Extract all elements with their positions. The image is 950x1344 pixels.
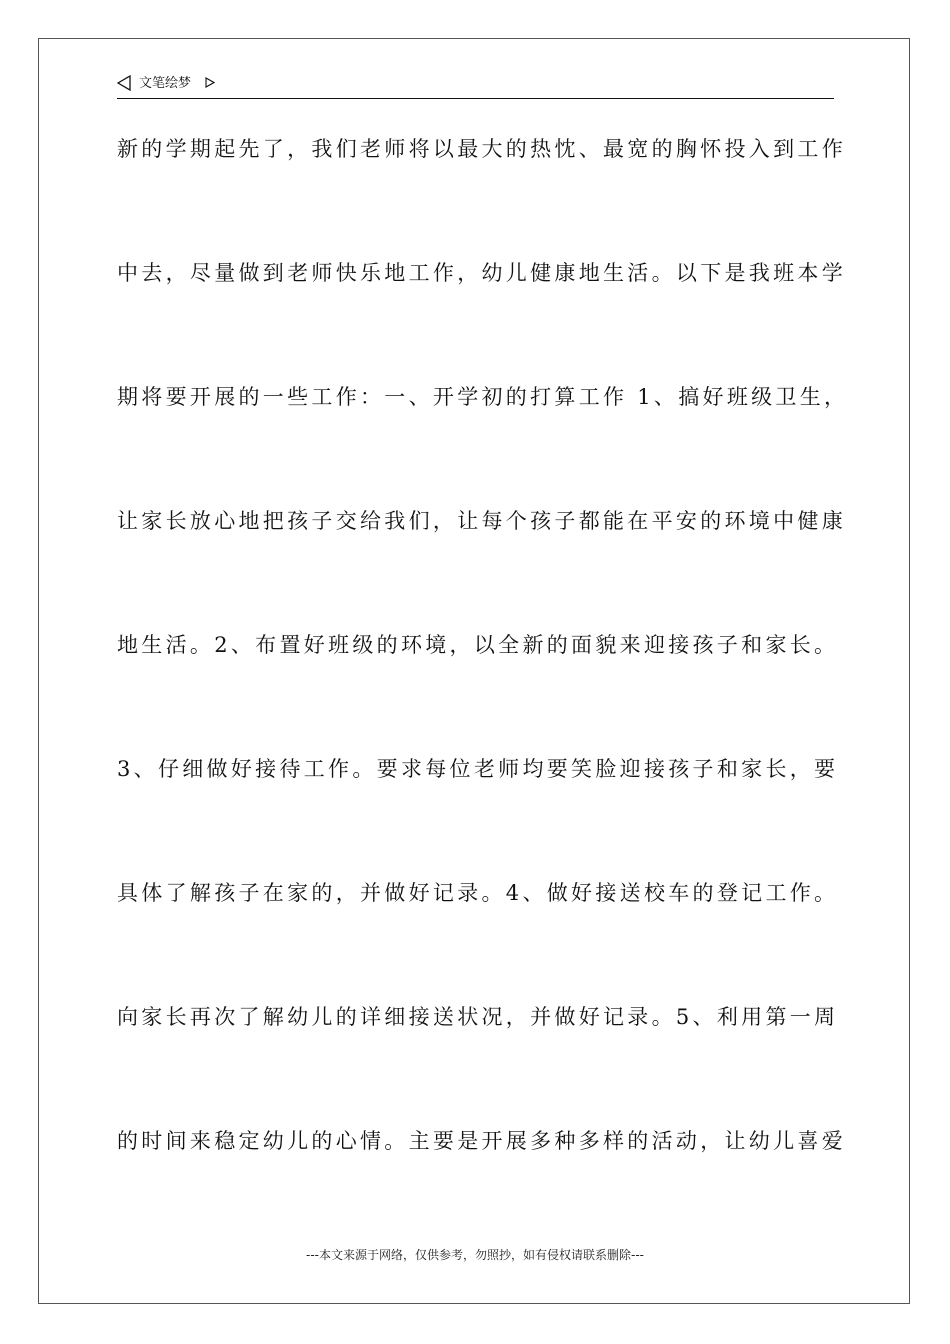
- text-line: 地生活。2、布置好班级的环境，以全新的面貌来迎接孩子和家长。: [117, 633, 839, 657]
- footer-disclaimer: ---本文来源于网络，仅供参考，勿照抄，如有侵权请联系删除---: [306, 1248, 644, 1262]
- text-line: 期将要开展的一些工作：一、开学初的打算工作 1、搞好班级卫生，: [117, 385, 849, 409]
- right-triangle-outline-icon: [205, 77, 215, 88]
- text-line: 具体了解孩子在家的，并做好记录。4、做好接送校车的登记工作。: [117, 881, 839, 905]
- left-triangle-outline-icon: [117, 75, 131, 91]
- text-line: 的时间来稳定幼儿的心情。主要是开展多种多样的活动，让幼儿喜爱: [117, 1129, 846, 1153]
- text-line: 3、仔细做好接待工作。要求每位老师均要笑脸迎接孩子和家长，要: [117, 757, 839, 781]
- text-line: 向家长再次了解幼儿的详细接送状况，并做好记录。5、利用第一周: [117, 1005, 839, 1029]
- document-body: [117, 134, 857, 1250]
- header-title: 文笔绘梦: [139, 76, 192, 91]
- text-line: 新的学期起先了，我们老师将以最大的热忱、最宽的胸怀投入到工作: [117, 137, 846, 161]
- text-line: 让家长放心地把孩子交给我们，让每个孩子都能在平安的环境中健康: [117, 509, 846, 533]
- text-line: 中去，尽量做到老师快乐地工作，幼儿健康地生活。以下是我班本学: [117, 261, 846, 285]
- page-header: [117, 74, 834, 99]
